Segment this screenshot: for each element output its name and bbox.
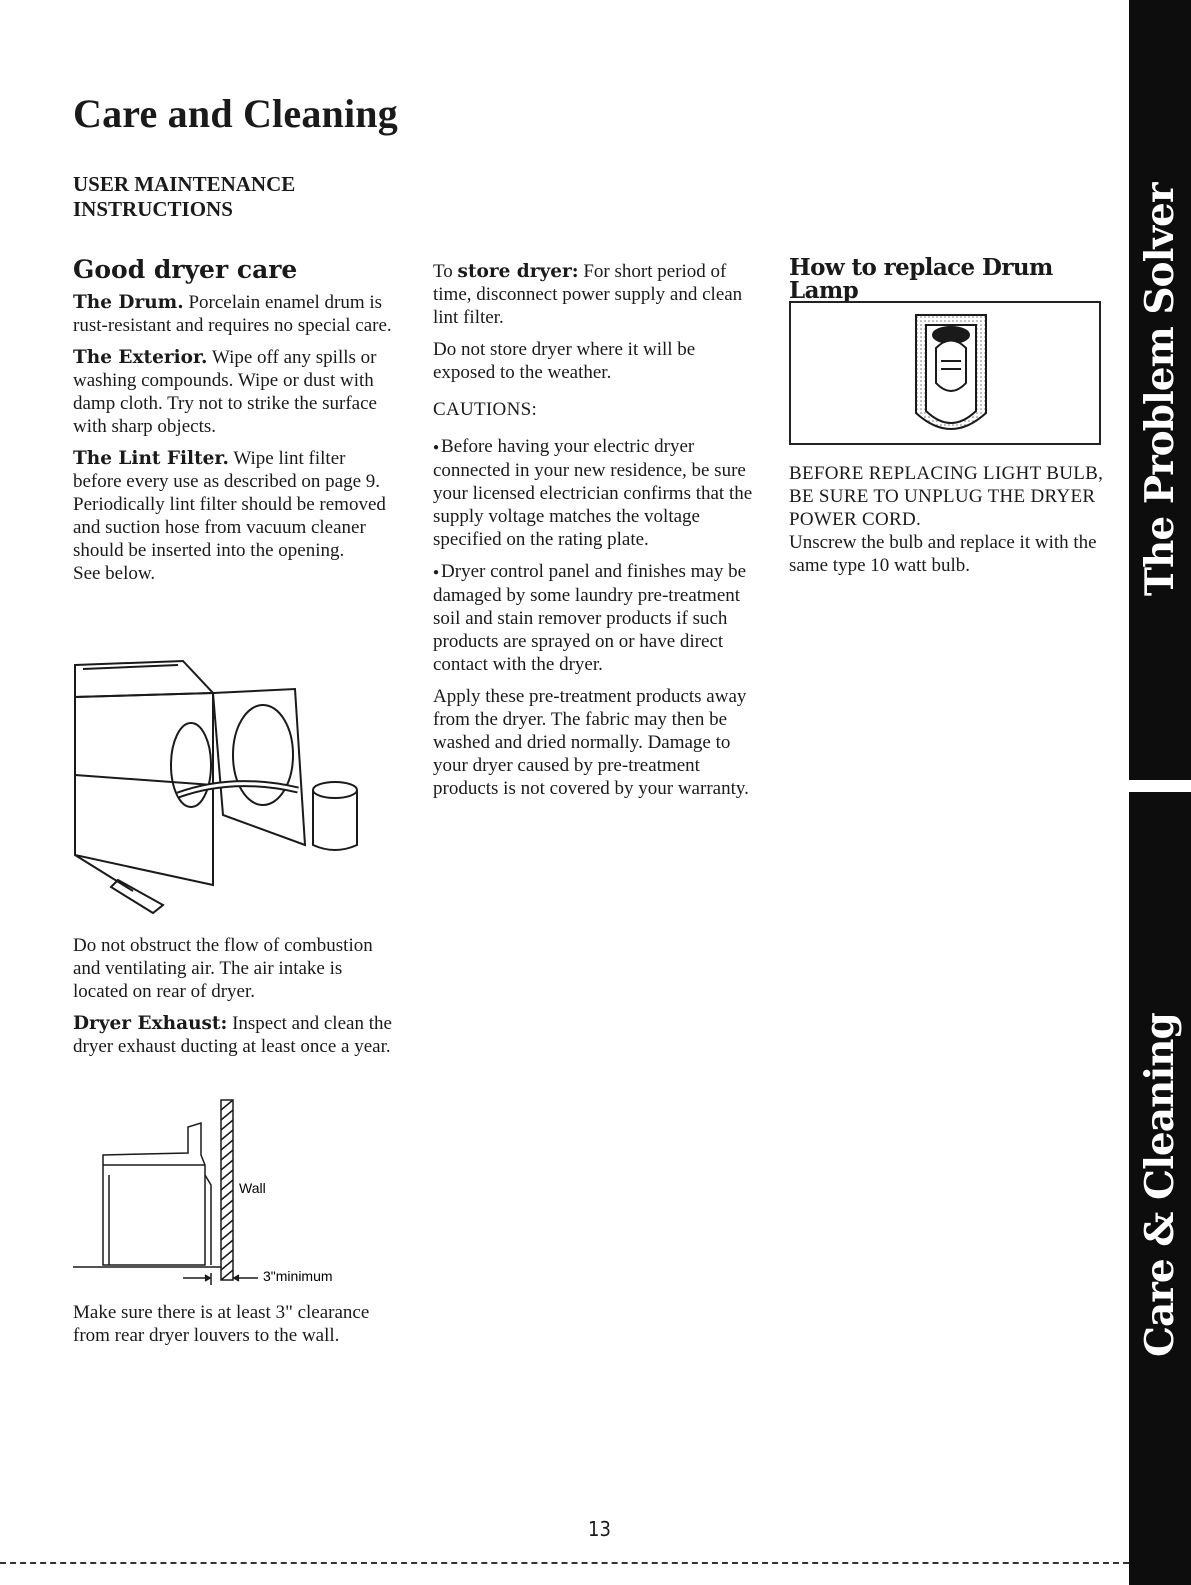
drum-lamp-heading: How to replace Drum Lamp: [789, 254, 1053, 304]
minimum-label: 3"minimum: [263, 1268, 333, 1284]
exhaust-paragraph: [73, 1012, 393, 1058]
lint-see-below: See below.: [73, 563, 156, 584]
store-paragraph: [433, 260, 753, 329]
exterior-lead: The Exterior.: [73, 347, 208, 368]
store-prefix: To: [433, 261, 458, 282]
exhaust-text: Inspect and clean the dryer exhaust ducting at least once a year.: [73, 1013, 392, 1057]
page-number: 13: [588, 1517, 611, 1541]
lint-lead: The Lint Filter.: [73, 448, 229, 469]
tab-problem-solver[interactable]: The Problem Solver: [1137, 183, 1183, 597]
lamp-illustration-frame: [789, 303, 1101, 443]
weather-paragraph: Do not store dryer where it will be exposed to the weather.: [433, 339, 696, 383]
page-bottom-rule: [0, 1562, 1129, 1564]
lamp-instruction: Unscrew the bulb and replace it with the same type 10 watt bulb.: [789, 532, 1097, 576]
tab-care-cleaning[interactable]: Care & Cleaning: [1137, 1013, 1183, 1357]
clearance-note: [73, 1301, 393, 1356]
subtitle-line-1: USER MAINTENANCE: [73, 172, 296, 196]
section-tab-sidebar: [1129, 0, 1191, 1585]
dryer-vacuum-illustration: [73, 655, 373, 917]
lamp-instructions: [789, 462, 1109, 577]
apply-paragraph: Apply these pre-treatment products away from the dryer. The fabric may then be washed and dried normally. Damage to your dryer caused by pre-treatment products is not covered by your warranty.: [433, 686, 749, 800]
exterior-text: Wipe off any spills or washing compounds. Wipe or dust with damp cloth. Try not to strike the surface with sharp objects.: [73, 347, 377, 437]
exterior-paragraph: [73, 346, 393, 438]
lamp-warning: BEFORE REPLACING LIGHT BULB, BE SURE TO UNPLUG THE DRYER POWER CORD.: [789, 463, 1104, 530]
exhaust-lead: Dryer Exhaust:: [73, 1013, 228, 1034]
lint-text: Wipe lint filter before every use as described on page 9. Periodically lint filter should be removed and suction hose from vacuum cleaner should be inserted into the opening.: [73, 448, 386, 561]
drum-lamp-illustration: [791, 303, 1099, 443]
subtitle-line-2: INSTRUCTIONS: [73, 197, 233, 221]
clearance-paragraph: Make sure there is at least 3" clearance from rear dryer louvers to the wall.: [73, 1302, 370, 1346]
store-lead: store dryer:: [457, 261, 579, 282]
lint-filter-paragraph: [73, 447, 393, 562]
drum-text: Porcelain enamel drum is rust-resistant and requires no special care.: [73, 292, 392, 336]
cautions-heading: CAUTIONS:: [433, 399, 538, 420]
good-dryer-care-heading: Good dryer care: [73, 255, 298, 284]
tab-divider: [1129, 780, 1191, 792]
caution-bullet-voltage-text: Before having your electric dryer connected in your new residence, be sure your licensed electrician confirms that the supply voltage matches the voltage specified on the rating plate.: [433, 436, 753, 551]
caution-bullet-voltage: [433, 435, 753, 551]
section-subtitle: [73, 172, 295, 222]
wall-clearance-diagram: [73, 1095, 363, 1295]
lamp-bottom-rule: [789, 443, 1101, 445]
column-drum-lamp: [789, 256, 1109, 302]
column-good-dryer-care: [73, 255, 393, 594]
drum-lead: The Drum.: [73, 292, 184, 313]
store-text: For short period of time, disconnect power supply and clean lint filter.: [433, 261, 743, 328]
page-title: Care and Cleaning: [73, 91, 398, 136]
caution-bullet-finish: [433, 560, 753, 676]
caution-bullet-finish-text: Dryer control panel and finishes may be damaged by some laundry pre-treatment soil and stain remover products if such products are sprayed on or have direct contact with the dryer.: [433, 561, 747, 676]
column-1-lower: [73, 934, 393, 1067]
obstruct-paragraph: Do not obstruct the flow of combustion and ventilating air. The air intake is located on rear of dryer.: [73, 935, 373, 1002]
wall-label: Wall: [239, 1180, 266, 1196]
column-storage-cautions: [433, 260, 753, 809]
drum-paragraph: [73, 291, 393, 337]
